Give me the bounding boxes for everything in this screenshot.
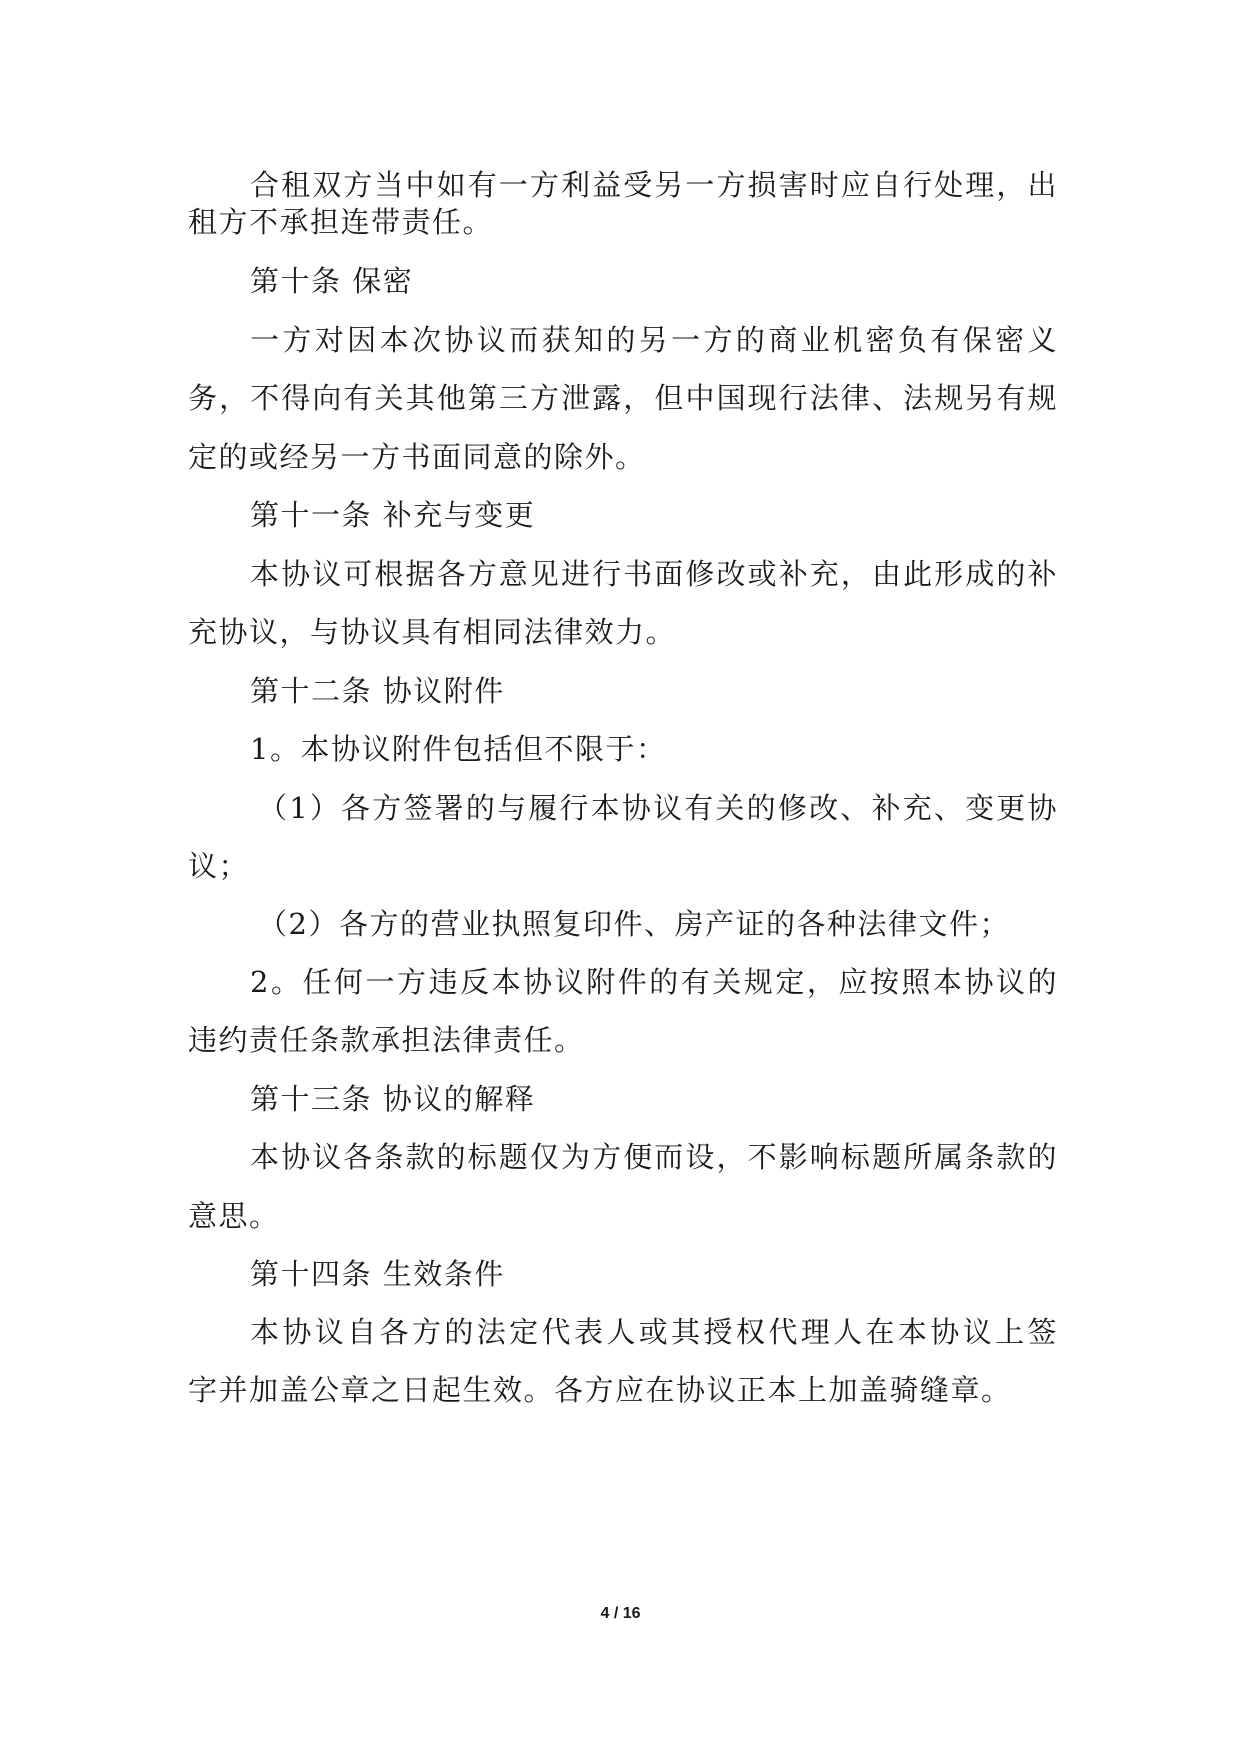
list-item-continuation: 议； xyxy=(188,849,250,883)
paragraph-line: 充协议，与协议具有相同法律效力。 xyxy=(188,615,677,649)
paragraph-line: 本协议可根据各方意见进行书面修改或补充，由此形成的补 xyxy=(250,557,1058,591)
paragraph-line: 意思。 xyxy=(188,1199,280,1233)
list-item: （1）各方签署的与履行本协议有关的修改、补充、变更协 xyxy=(258,791,1058,825)
list-item: 2。任何一方违反本协议附件的有关规定，应按照本协议的 xyxy=(250,965,1058,999)
paragraph-line: 租方不承担连带责任。 xyxy=(188,205,494,239)
paragraph-line: 本协议自各方的法定代表人或其授权代理人在本协议上签 xyxy=(250,1315,1058,1349)
section-heading: 第十条 保密 xyxy=(250,264,414,298)
page-number: 4 / 16 xyxy=(600,1605,641,1622)
section-heading: 第十一条 补充与变更 xyxy=(250,498,536,532)
section-heading: 第十三条 协议的解释 xyxy=(250,1082,536,1116)
list-item: （2）各方的营业执照复印件、房产证的各种法律文件； xyxy=(258,907,1010,941)
paragraph-line: 本协议各条款的标题仅为方便而设，不影响标题所属条款的 xyxy=(250,1140,1058,1174)
paragraph-line: 一方对因本次协议而获知的另一方的商业机密负有保密义 xyxy=(250,323,1058,357)
section-heading: 第十四条 生效条件 xyxy=(250,1257,505,1291)
paragraph-line: 务，不得向有关其他第三方泄露，但中国现行法律、法规另有规 xyxy=(188,381,1058,415)
paragraph-line: 定的或经另一方书面同意的除外。 xyxy=(188,440,646,474)
paragraph-line: 合租双方当中如有一方利益受另一方损害时应自行处理，出 xyxy=(250,168,1058,202)
list-item: 1。本协议附件包括但不限于： xyxy=(250,732,667,766)
list-item-continuation: 违约责任条款承担法律责任。 xyxy=(188,1023,585,1057)
paragraph-line: 字并加盖公章之日起生效。各方应在协议正本上加盖骑缝章。 xyxy=(188,1373,1012,1407)
section-heading: 第十二条 协议附件 xyxy=(250,674,505,708)
